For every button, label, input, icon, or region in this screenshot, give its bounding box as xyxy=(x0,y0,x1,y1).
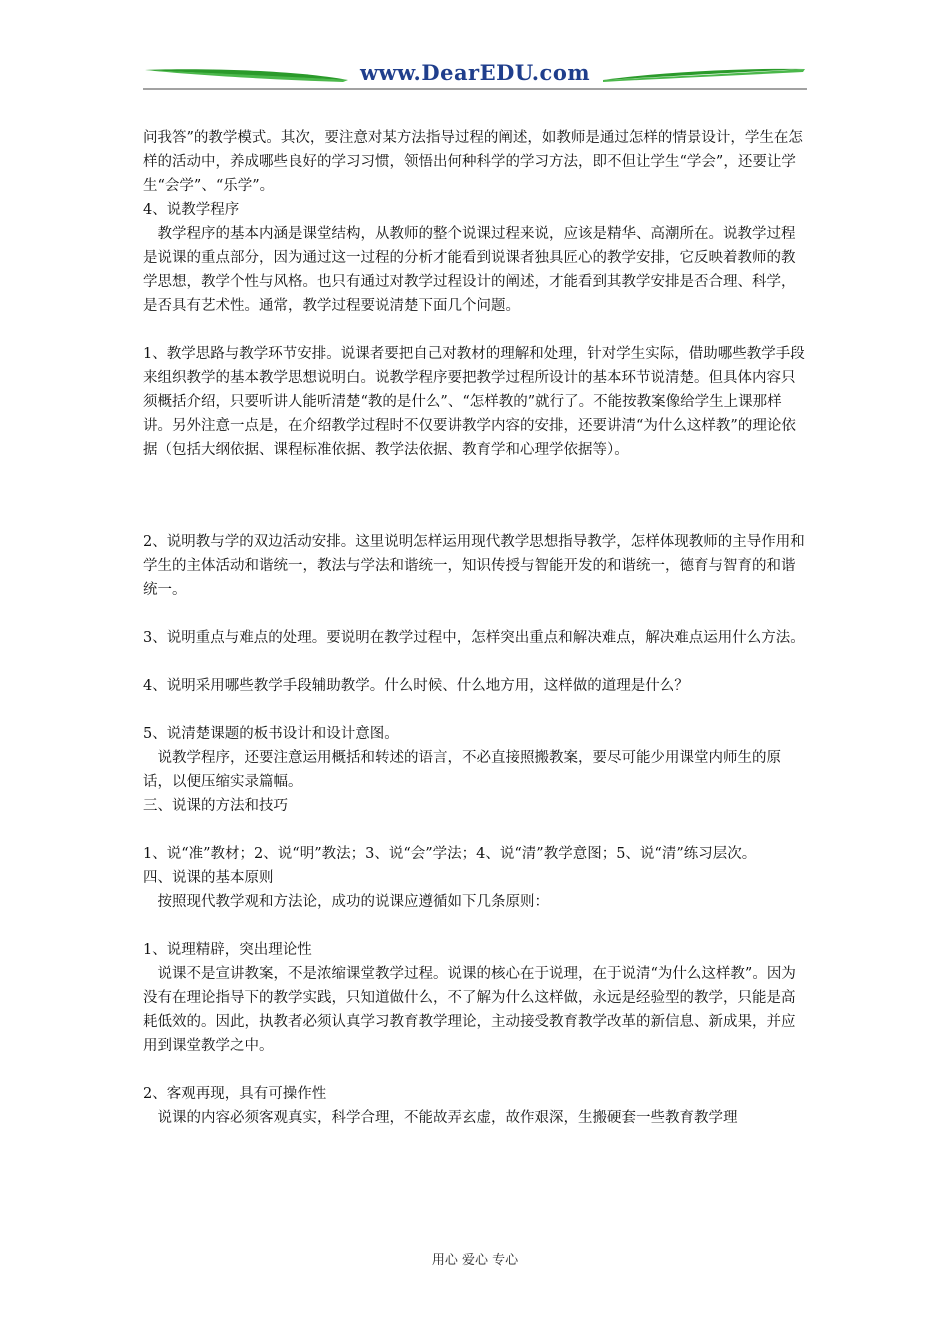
page-footer: 用心 爱心 专心 xyxy=(431,1253,519,1268)
paragraph: 2、说明教与学的双边活动安排。这里说明怎样运用现代教学思想指导教学，怎样体现教师的主导作用和学生的主体活动和谐统一，教法与学法和谐统一，知识传授与智能开发的和谐统一，德育与智育的和谐统一。 xyxy=(143,534,805,598)
section-heading: 四、说课的基本原则 xyxy=(143,870,274,886)
subsection-heading: 1、说理精辟，突出理论性 xyxy=(143,942,312,958)
paragraph: 教学程序的基本内涵是课堂结构，从教师的整个说课过程来说，应该是精华、高潮所在。说教学过程是说课的重点部分，因为通过这一过程的分析才能看到说课者独具匠心的教学安排，它反映着教师的教学思想，教学个性与风格。也只有通过对教学过程设计的阐述，才能看到其教学安排是否合理、科学，是否具有艺术性。通常，教学过程要说清楚下面几个问题。 xyxy=(143,226,796,314)
paragraph: 问我答”的教学模式。其次，要注意对某方法指导过程的阐述，如教师是通过怎样的情景设计，学生在怎样的活动中，养成哪些良好的学习习惯，领悟出何种科学的学习方法，即不但让学生“学会”，还要让学生“会学”、“乐学”。 xyxy=(143,130,803,194)
paragraph: 说课的内容必须客观真实，科学合理，不能故弄玄虚，故作艰深，生搬硬套一些教育教学理 xyxy=(157,1110,738,1126)
paragraph: 4、说明采用哪些教学手段辅助教学。什么时候、什么地方用，这样做的道理是什么？ xyxy=(143,678,689,694)
section-heading: 4、说教学程序 xyxy=(143,202,240,218)
paragraph: 说课不是宣讲教案，不是浓缩课堂教学过程。说课的核心在于说理，在于说清“为什么这样教”。因为没有在理论指导下的教学实践，只知道做什么，不了解为什么这样做，永远是经验型的教学，只能是高耗低效的。因此，执教者必须认真学习教育教学理论，主动接受教育教学改革的新信息、新成果，并应用到课堂教学之中。 xyxy=(143,966,796,1054)
subsection-heading: 2、客观再现，具有可操作性 xyxy=(143,1086,327,1102)
paragraph: 3、说明重点与难点的处理。要说明在教学过程中，怎样突出重点和解决难点，解决难点运用什么方法。 xyxy=(143,630,805,646)
paragraph: 1、教学思路与教学环节安排。说课者要把自己对教材的理解和处理，针对学生实际，借助哪些教学手段来组织教学的基本教学思想说明白。说教学程序要把教学过程所设计的基本环节说清楚。但具体内容只须概括介绍，只要听讲人能听清楚“教的是什么”、“怎样教的”就行了。不能按教案像给学生上课那样讲。另外注意一点是，在介绍教学过程时不仅要讲教学内容的安排，还要讲清“为什么这样教”的理论依据（包括大纲依据、课程标准依据、教学法依据、教育学和心理学依据等）。 xyxy=(143,346,805,458)
site-url-logo: www.DearEDU.com xyxy=(359,60,591,85)
paragraph: 1、说“准”教材；2、说“明”教法；3、说“会”学法；4、说“清”教学意图；5、说“清”练习层次。 xyxy=(143,846,757,862)
document-body xyxy=(143,126,807,1130)
section-heading: 三、说课的方法和技巧 xyxy=(143,798,288,814)
paragraph: 5、说清楚课题的板书设计和设计意图。 xyxy=(143,726,399,742)
paragraph: 按照现代教学观和方法论，成功的说课应遵循如下几条原则： xyxy=(157,894,549,910)
site-header-banner xyxy=(143,58,807,94)
paragraph: 说教学程序，还要注意运用概括和转述的语言，不必直接照搬教案，要尽可能少用课堂内师生的原话，以便压缩实录篇幅。 xyxy=(143,750,781,790)
